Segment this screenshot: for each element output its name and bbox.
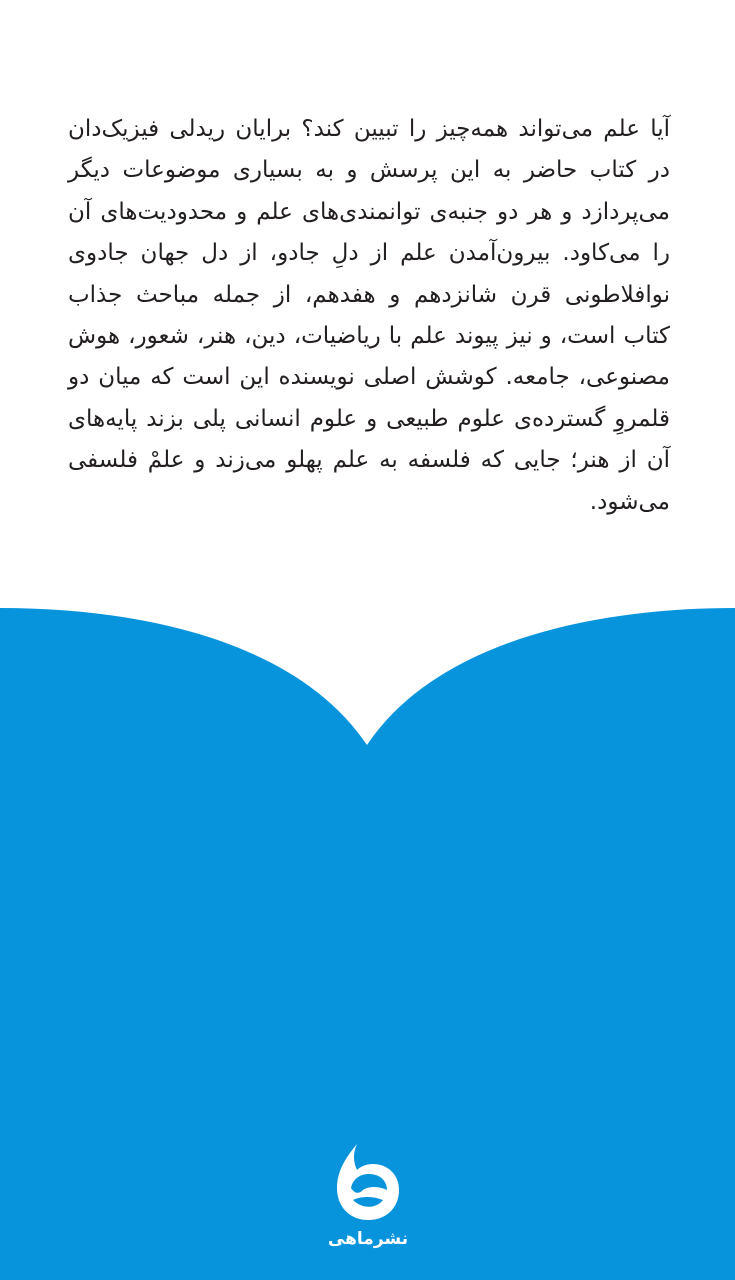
publisher-name: نشرماهی <box>327 1229 409 1249</box>
fish-drop-logo-icon <box>333 1142 403 1222</box>
book-description: آیا علم می‌تواند همه‌چیز را تبیین کند؟ برایان ریدلی فیزیک‌دان در کتاب حاضر به این پرسش و به بسیاری موضوعات دیگر می‌پردازد و هر دو جنبه‌ی توانمندی‌های علم و محدودیت‌های آن را می‌کاود. بیرون‌آمدن علم از دلِ جادو، از دل جهان جادوی نوافلاطونی قرن شانزدهم و هفدهم، از جمله مباحث جذاب کتاب است، و نیز پیوند علم با ریاضیات، دین، هنر، شعور، هوش مصنوعی، جامعه. کوشش اصلی نویسنده این است که میان دو قلمروِ گسترده‌ی علوم طبیعی و علوم انسانی پلی بزند پایه‌های آن از هنر؛ جایی که فلسفه به علم پهلو می‌زند و علمْ فلسفی می‌شود. <box>68 116 670 515</box>
